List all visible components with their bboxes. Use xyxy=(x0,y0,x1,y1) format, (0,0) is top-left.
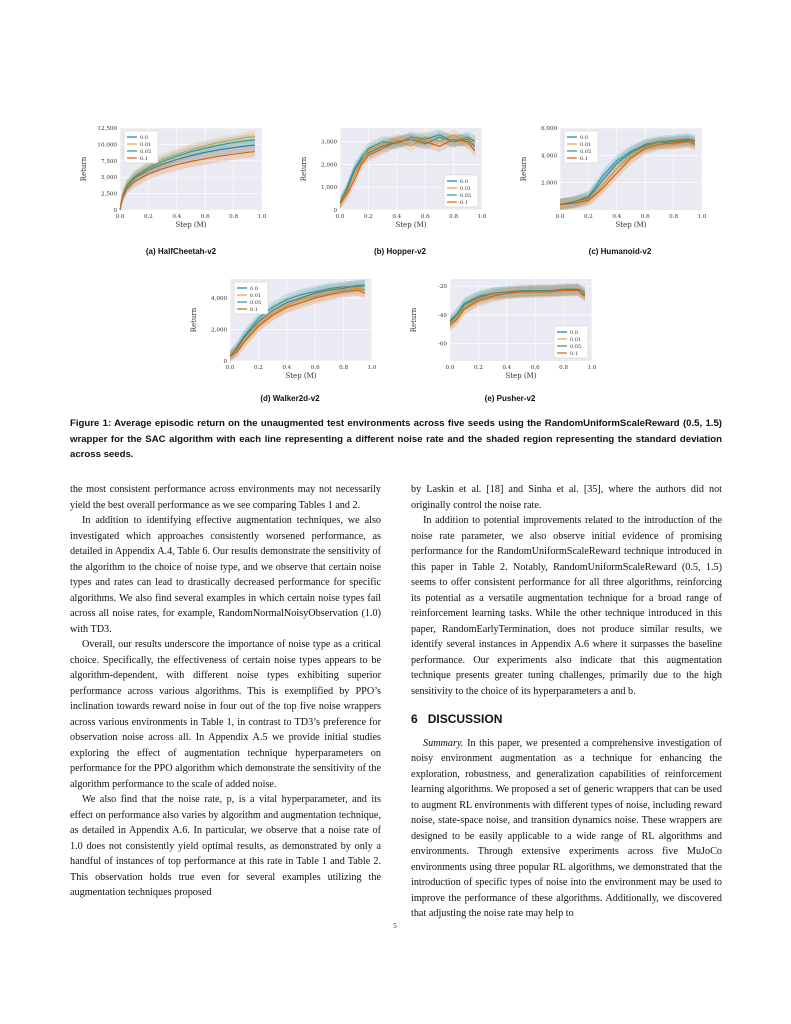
paragraph xyxy=(411,736,722,922)
paragraph-lead: Summary. xyxy=(423,737,464,749)
y-tick-label: 5,000 xyxy=(100,175,117,182)
y-tick-label: 0 xyxy=(223,359,227,365)
legend-label: 0.0 xyxy=(570,329,578,336)
x-tick-label: 0.0 xyxy=(225,365,235,371)
subplot-title-e: (e) Pusher-v2 xyxy=(484,394,536,403)
paragraph: the most consistent performance across environments may not necessarily yield the best overall performance as we see comparing Tables 1 and 2. xyxy=(70,484,381,511)
y-tick-label: 4,000 xyxy=(210,295,227,302)
x-tick-label: 0.8 xyxy=(449,214,459,220)
x-axis-label: Step (M) xyxy=(615,221,647,229)
y-tick-label: 3,000 xyxy=(320,139,337,146)
x-tick-label: 1.0 xyxy=(477,214,487,220)
section-title: DISCUSSION xyxy=(427,712,503,726)
paragraph: Overall, our results underscore the importance of noise type as a critical choice. Specifically, the effectiveness of certain noise types appears to be algorithm-dependent, with different noise types exhibiting superior performance across various algorithms. This is exemplified by PPO’s inclination towards reward noise in four out of the top five noise wrappers across various environments in Table 1, in contrast to TD3’s preference for observation noise across all. In Appendix A.5 we provide initial studies exploring the effect of augmentation technique hyperparameters on performance for the PPO algorithm which demonstrate the sensitivity of the algorithm performance to the scale of added noise. xyxy=(70,639,381,790)
y-tick-label: 2,000 xyxy=(320,162,337,169)
legend-label: 0.05 xyxy=(460,192,472,199)
y-tick-label: 2,500 xyxy=(100,191,117,198)
subplot-title-a: (a) HalfCheetah-v2 xyxy=(145,247,217,256)
x-axis-label: Step (M) xyxy=(505,372,537,380)
y-axis-label: Return xyxy=(410,307,418,333)
right-column xyxy=(411,482,722,922)
x-tick-label: 0.6 xyxy=(640,214,650,220)
x-tick-label: 0.6 xyxy=(420,214,430,220)
legend-label: 0.05 xyxy=(140,148,152,155)
legend-label: 0.01 xyxy=(580,141,592,148)
subplot-pusher xyxy=(400,273,610,398)
legend-label: 0.1 xyxy=(140,155,148,162)
y-tick-label: 6,000 xyxy=(540,126,557,132)
x-tick-label: 0.0 xyxy=(335,214,345,220)
y-axis-label: Return xyxy=(300,156,308,182)
x-tick-label: 1.0 xyxy=(257,214,267,220)
x-tick-label: 0.2 xyxy=(473,365,483,371)
subplot-title-c: (c) Humanoid-v2 xyxy=(588,247,652,256)
y-tick-label: 4,000 xyxy=(540,153,557,160)
x-axis-label: Step (M) xyxy=(285,372,317,380)
x-tick-label: 1.0 xyxy=(367,365,377,371)
subplot-walker2d xyxy=(180,273,390,398)
x-tick-label: 0.8 xyxy=(669,214,679,220)
x-tick-label: 0.6 xyxy=(310,365,320,371)
legend-label: 0.1 xyxy=(460,199,468,206)
y-tick-label: 2,000 xyxy=(540,180,557,187)
paragraph-text: In this paper, we presented a comprehensive investigation of noisy environment augmentation as a technique for enhancing the exploration, robustness, and generalization capabilities of reinforcement learning algorithms. We proposed a set of generic wrappers that can be used to augment RL environments with different types of noise, including reward noise, state-space noise, and transition dynamics noise. These wrappers are designed to be easily applicable to a wide range of RL algorithms and environments. Through extensive experiments across five MuJoCo environments using three popular RL algorithms, we demonstrated that the introduction of specific types of noise into the environment may be used to improve the performance of these algorithms. Additionally, we discovered that adjusting the noise rate may help to xyxy=(411,737,722,919)
subplot-title-d: (d) Walker2d-v2 xyxy=(260,394,320,403)
x-tick-label: 0.4 xyxy=(612,214,622,220)
y-tick-label: 1,000 xyxy=(320,185,337,192)
figure-caption xyxy=(70,416,722,463)
legend-label: 0.0 xyxy=(140,134,148,141)
x-tick-label: 0.4 xyxy=(172,214,182,220)
y-axis-label: Return xyxy=(80,156,88,182)
legend-label: 0.0 xyxy=(580,134,588,141)
x-tick-label: 0.4 xyxy=(502,365,512,371)
y-tick-label: -20 xyxy=(437,284,447,291)
legend-label: 0.01 xyxy=(250,292,262,299)
y-tick-label: 7,500 xyxy=(100,158,117,165)
x-tick-label: 0.4 xyxy=(392,214,402,220)
x-tick-label: 0.8 xyxy=(229,214,239,220)
x-tick-label: 0.0 xyxy=(555,214,565,220)
subplot-hopper xyxy=(290,122,500,247)
paragraph: by Laskin et al. [18] and Sinha et al. [35], where the authors did not originally control the noise rate. xyxy=(411,484,722,511)
x-tick-label: 0.8 xyxy=(559,365,569,371)
legend-label: 0.01 xyxy=(460,185,472,192)
x-tick-label: 1.0 xyxy=(587,365,597,371)
x-tick-label: 0.4 xyxy=(282,365,292,371)
legend-label: 0.05 xyxy=(250,299,262,306)
section-heading xyxy=(411,712,722,728)
x-tick-label: 1.0 xyxy=(697,214,707,220)
legend-label: 0.01 xyxy=(570,336,582,343)
legend-label: 0.1 xyxy=(570,350,578,357)
x-tick-label: 0.2 xyxy=(583,214,593,220)
x-tick-label: 0.2 xyxy=(253,365,263,371)
caption-text: Average episodic return on the unaugmented test environments across five seeds using the RandomUniformScaleReward (0.5, 1.5) wrapper for the SAC algorithm with each line representing a different noise rate and the shaded region representing the standard deviation across seeds. xyxy=(70,418,722,460)
subplot-halfcheetah xyxy=(70,122,280,247)
y-tick-label: 10,000 xyxy=(97,142,117,149)
legend-label: 0.05 xyxy=(570,343,582,350)
legend-label: 0.0 xyxy=(250,285,258,292)
y-tick-label: 0 xyxy=(333,208,337,214)
x-tick-label: 0.2 xyxy=(143,214,153,220)
y-axis-label: Return xyxy=(520,156,528,182)
y-tick-label: -40 xyxy=(437,312,447,319)
legend-label: 0.1 xyxy=(250,306,258,313)
x-tick-label: 0.6 xyxy=(200,214,210,220)
x-tick-label: 0.0 xyxy=(445,365,455,371)
x-tick-label: 0.6 xyxy=(530,365,540,371)
y-axis-label: Return xyxy=(190,307,198,333)
x-axis-label: Step (M) xyxy=(175,221,207,229)
x-tick-label: 0.0 xyxy=(115,214,125,220)
paragraph: In addition to potential improvements related to the introduction of the noise rate parameter, we also observe initial evidence of promising performance for the RandomUniformScaleReward technique introduced in this paper in Table 2. Notably, RandomUniformScaleReward (0.5, 1.5) seems to offer consistent performance for all three algorithms, reinforcing its potential as a versatile augmentation technique for a broad range of reinforcement learning tasks. While the other technique introduced in this paper, RandomEarlyTermination, does not produce similar results, we identify several instances in Appendix A.6 where it surpasses the baseline performance. Our experiments also indicate that this augmentation technique presents greater tuning challenges, primarily due to the high sensitivity to the choice of its hyperparameters a and b. xyxy=(411,515,722,697)
x-axis-label: Step (M) xyxy=(395,221,427,229)
paragraph: We also find that the noise rate, p, is a vital hyperparameter, and its effect on performance also varies by algorithm and augmentation technique, as detailed in Appendix A.6. In particular, we observe that a noise rate of 1.0 does not consistently yield optimal results, as demonstrated by only a handful of instances of top performance at this rate in Table 1 and Table 2. This observation holds true even for several examples utilizing the augmentation techniques proposed xyxy=(70,794,381,898)
subplot-title-b: (b) Hopper-v2 xyxy=(374,247,426,256)
y-tick-label: 12,500 xyxy=(97,126,117,132)
y-tick-label: -60 xyxy=(437,341,447,348)
paragraph: In addition to identifying effective augmentation techniques, we also investigated which approaches consistently worsened performance, as detailed in Appendix A.4, Table 6. Our results demonstrate the sensitivity of the algorithm to the choice of noise type, and we observe that certain noise types and rates can lead to drastically decreased performance for specific algorithms. We also find several examples in which certain noise types fail across all noise rates, for example, RandomNormalNoisyObservation (1.0) with TD3. xyxy=(70,515,381,635)
x-tick-label: 0.2 xyxy=(363,214,373,220)
caption-label: Figure 1: xyxy=(70,418,112,429)
subplot-humanoid xyxy=(510,122,720,247)
legend-label: 0.05 xyxy=(580,148,592,155)
legend-label: 0.01 xyxy=(140,141,152,148)
y-tick-label: 2,000 xyxy=(210,327,227,334)
section-number: 6 xyxy=(411,712,418,726)
left-column xyxy=(70,482,381,901)
legend-label: 0.0 xyxy=(460,178,468,185)
legend-label: 0.1 xyxy=(580,155,588,162)
page-number: 5 xyxy=(393,922,397,930)
x-tick-label: 0.8 xyxy=(339,365,349,371)
y-tick-label: 0 xyxy=(113,208,117,214)
